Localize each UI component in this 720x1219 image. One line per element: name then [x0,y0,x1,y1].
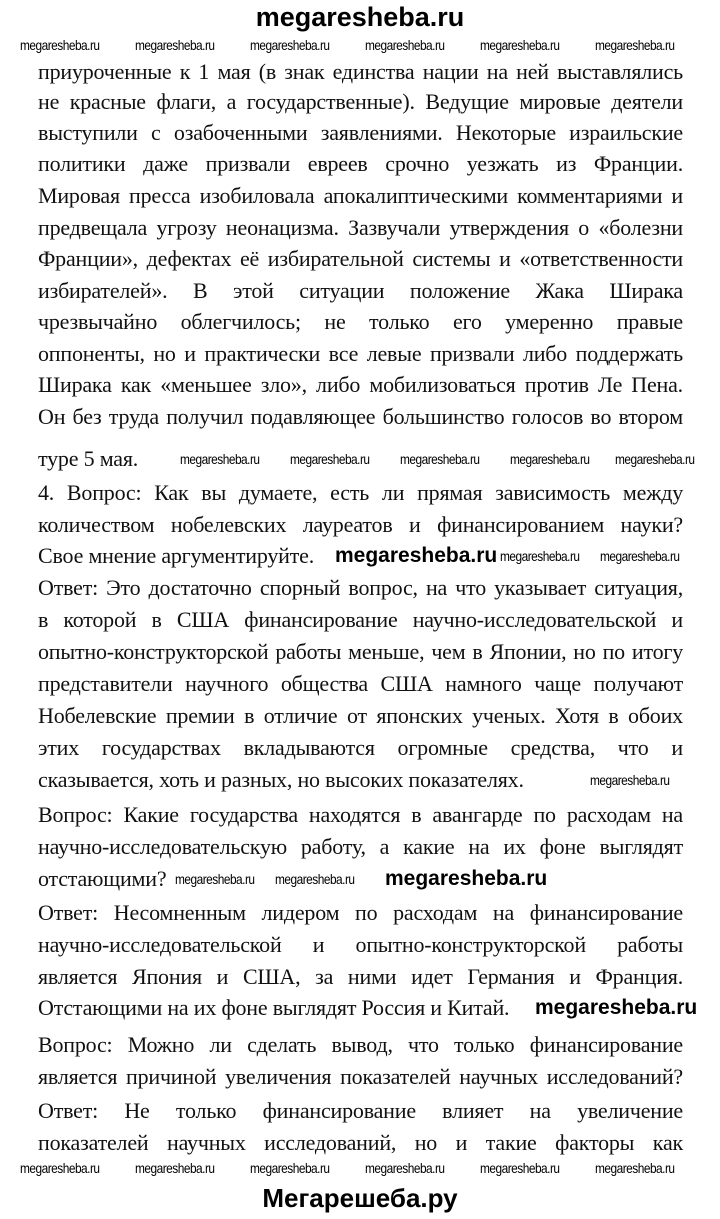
text-line: Отстающими на их фоне выглядят Россия и Китай. [38,995,510,1020]
watermark-small: megaresheba.ru [135,1160,215,1176]
watermark-large: megaresheba.ru [535,996,698,1019]
watermark-small: megaresheba.ru [400,451,480,467]
text-line: Вопрос: Можно ли сделать вывод, что только финансирование [38,1032,683,1057]
text-line: отстающими? [38,866,167,891]
watermark-small: megaresheba.ru [135,37,215,53]
watermark-small: megaresheba.ru [510,451,590,467]
text-line: показателей научных исследований, но и такие факторы как [38,1130,683,1155]
watermark-large: megaresheba.ru [385,867,548,890]
text-line: представители научного общества США намного чаще получают [38,671,683,696]
site-footer-watermark: Мегарешеба.ру [262,1183,458,1213]
watermark-small: megaresheba.ru [365,1160,445,1176]
text-line: является причиной увеличения показателей научных исследований? [38,1064,683,1089]
text-line: этих государствах вкладываются огромные средства, что и [38,735,683,760]
watermark-small: megaresheba.ru [290,451,370,467]
text-line: Ответ: Несомненным лидером по расходам на финансирование [38,900,683,925]
watermark-small: megaresheba.ru [595,37,675,53]
watermark-small: megaresheba.ru [250,37,330,53]
text-line: Свое мнение аргументируйте. [38,543,315,568]
watermark-small: megaresheba.ru [20,1160,100,1176]
text-line: Он без труда получил подавляющее большинство голосов во втором [38,404,683,429]
text-line: предвещала угрозу неонацизма. Зазвучали утверждения о «болезни [38,215,683,240]
watermark-small: megaresheba.ru [175,871,255,887]
watermark-small: megaresheba.ru [615,451,695,467]
text-line: приуроченные к 1 мая (в знак единства нации на ней выставлялись [38,59,683,84]
text-line: Мировая пресса изобиловала апокалиптическими комментариями и [38,183,683,208]
watermark-small: megaresheba.ru [250,1160,330,1176]
text-line: в которой в США финансирование научно-исследовательской и [38,607,683,632]
text-line: 4. Вопрос: Как вы думаете, есть ли прямая зависимость между [38,480,683,505]
text-line: опытно-конструкторской работы меньше, чем в Японии, но по итогу [38,639,683,664]
watermark-small: megaresheba.ru [595,1160,675,1176]
text-line: Франции», дефектах её избирательной системы и «ответственности [38,246,683,271]
text-line: чрезвычайно облегчилось; не только его умеренно правые [38,309,683,334]
watermark-small: megaresheba.ru [600,548,680,564]
watermark-small: megaresheba.ru [480,1160,560,1176]
text-line: Ответ: Не только финансирование влияет на увеличение [38,1098,683,1123]
text-line: является Япония и США, за ними идет Германия и Франция. [38,964,683,989]
text-line: Вопрос: Какие государства находятся в авангарде по расходам на [38,802,683,827]
text-line: сказывается, хоть и разных, но высоких показателях. [38,767,524,792]
watermark-small: megaresheba.ru [20,37,100,53]
text-line: политики даже призвали евреев срочно уезжать из Франции. [38,151,683,176]
watermark-small: megaresheba.ru [590,772,670,788]
text-line: оппоненты, но и практически все левые призвали либо поддержать [38,341,683,366]
watermark-small: megaresheba.ru [275,871,355,887]
site-header-watermark: megaresheba.ru [255,2,465,32]
watermark-small: megaresheba.ru [500,548,580,564]
text-line: научно-исследовательской и опытно-конструкторской работы [38,932,683,957]
watermark-small: megaresheba.ru [365,37,445,53]
text-line: Ширака как «меньшее зло», либо мобилизоваться против Ле Пена. [38,372,683,397]
watermark-small: megaresheba.ru [480,37,560,53]
text-line: Ответ: Это достаточно спорный вопрос, на что указывает ситуация, [38,575,683,600]
text-line: научно-исследовательскую работу, а какие на их фоне выглядят [38,834,683,859]
watermark-small: megaresheba.ru [180,451,260,467]
text-line: количеством нобелевских лауреатов и финансированием науки? [38,512,683,537]
text-line: не красные флаги, а государственные). Ведущие мировые деятели [38,89,683,114]
text-line: выступили с озабоченными заявлениями. Некоторые израильские [38,120,683,145]
text-line: избирателей». В этой ситуации положение Жака Ширака [38,278,683,303]
text-line: Нобелевские премии в отличие от японских ученых. Хотя в обоих [38,703,683,728]
watermark-large: megaresheba.ru [335,544,498,567]
text-line: туре 5 мая. [38,446,139,471]
